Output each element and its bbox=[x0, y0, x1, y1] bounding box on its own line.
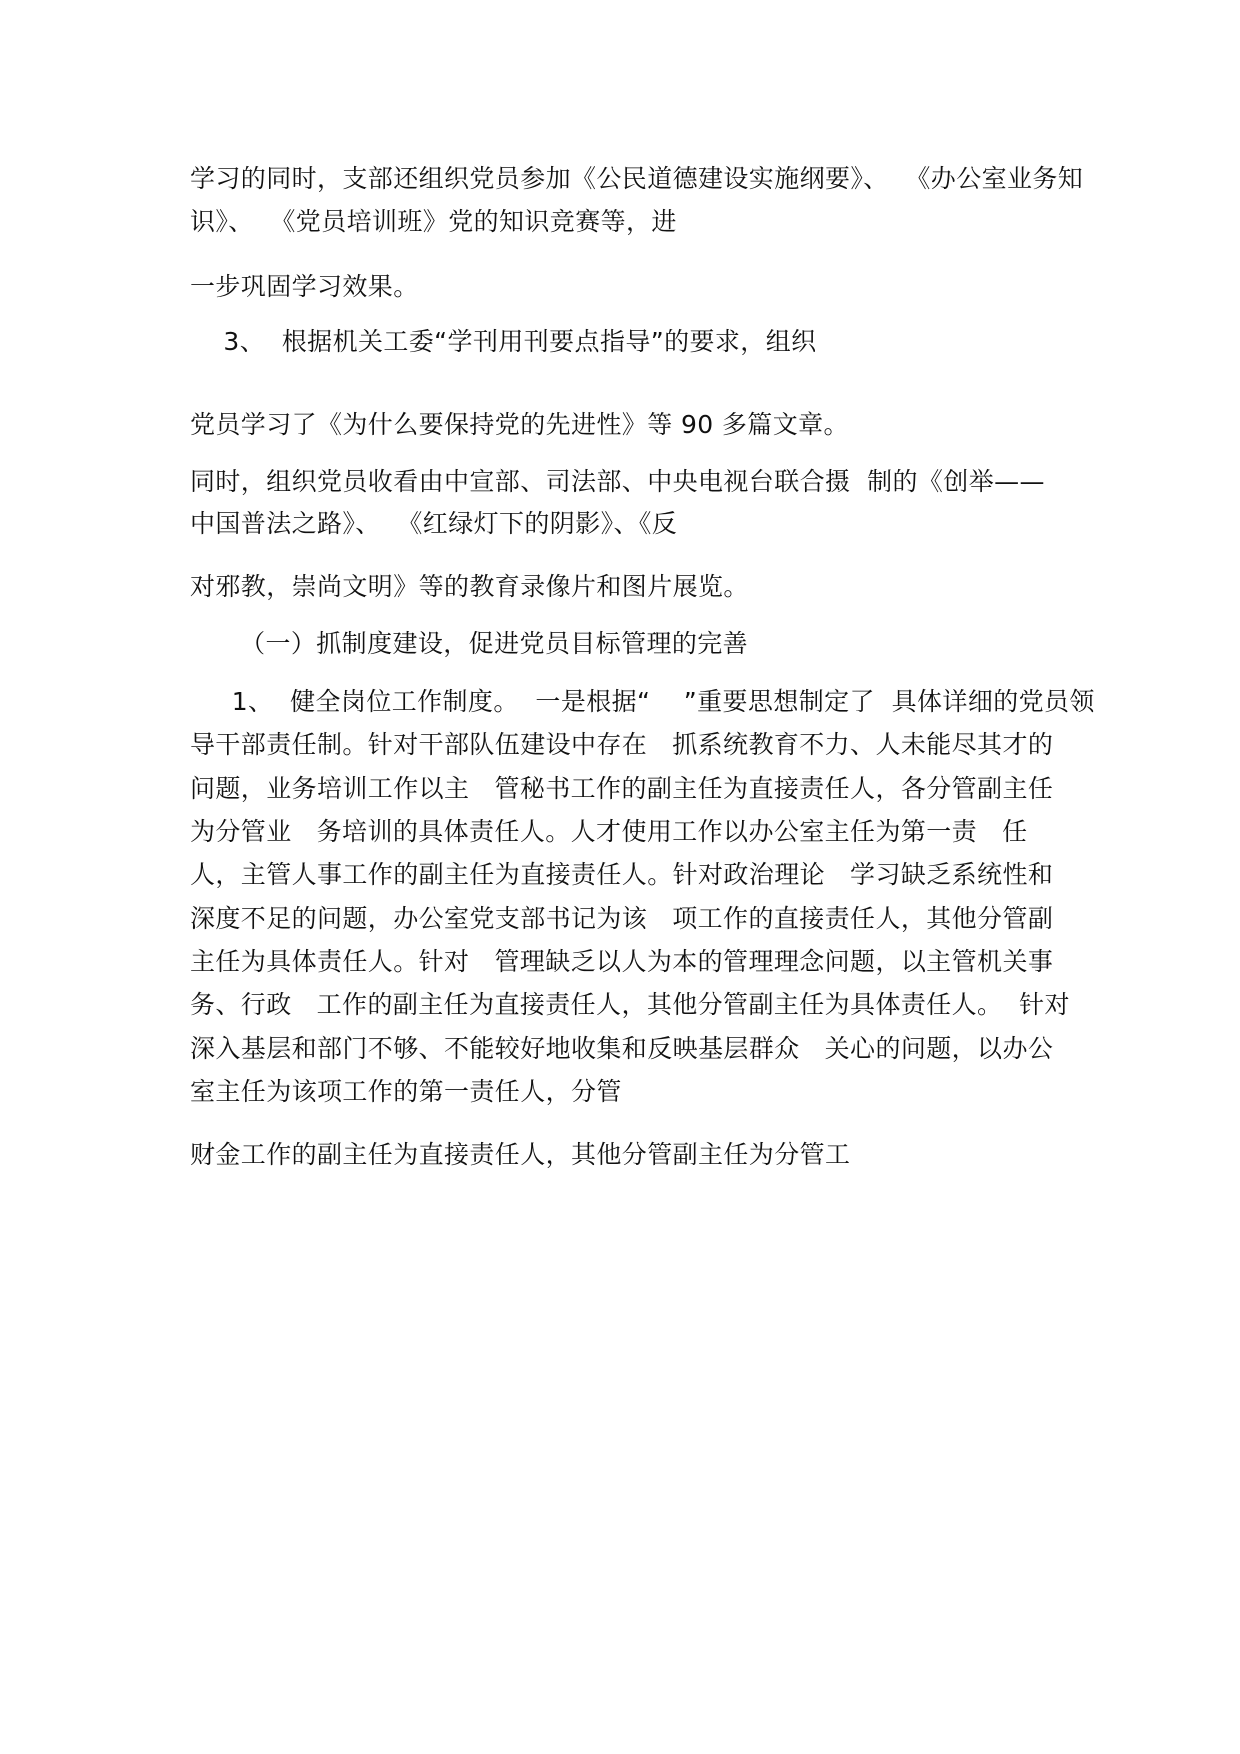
section-heading: （一）抓制度建设，促进党员目标管理的完善 bbox=[190, 629, 749, 658]
text-line: 学习的同时，支部还组织党员参加《公民道德建设实施纲要》、 《办公室业务知 bbox=[190, 164, 1084, 193]
text-line: 问题，业务培训工作以主 管秘书工作的副主任为直接责任人，各分管副主任 bbox=[190, 774, 1054, 803]
text-line: 为分管业 务培训的具体责任人。人才使用工作以办公室主任为第一责 任 bbox=[190, 817, 1028, 846]
text-line: 同时，组织党员收看由中宣部、司法部、中央电视台联合摄 制的《创举—— bbox=[190, 467, 1045, 496]
text-line: 主任为具体责任人。针对 管理缺乏以人为本的管理理念问题，以主管机关事 bbox=[190, 947, 1054, 976]
text-line: 深度不足的问题，办公室党支部书记为该 项工作的直接责任人，其他分管副 bbox=[190, 904, 1054, 933]
text-line: 深入基层和部门不够、不能较好地收集和反映基层群众 关心的问题，以办公 bbox=[190, 1034, 1054, 1063]
text-line: 3、 根据机关工委“学刊用刊要点指导”的要求，组织 bbox=[190, 327, 817, 356]
text-line: 导干部责任制。针对干部队伍建设中存在 抓系统教育不力、人未能尽其才的 bbox=[190, 730, 1054, 759]
text-line: 党员学习了《为什么要保持党的先进性》等 90 多篇文章。 bbox=[190, 410, 849, 439]
text-line: 财金工作的副主任为直接责任人，其他分管副主任为分管工 bbox=[190, 1140, 851, 1169]
text-line: 人，主管人事工作的副主任为直接责任人。针对政治理论 学习缺乏系统性和 bbox=[190, 860, 1054, 889]
text-line: 1、 健全岗位工作制度。 一是根据“ ”重要思想制定了 具体详细的党员领 bbox=[190, 687, 1095, 716]
text-line: 中国普法之路》、 《红绿灯下的阴影》、《反 bbox=[190, 509, 678, 538]
text-line: 一步巩固学习效果。 bbox=[190, 272, 419, 301]
text-line: 室主任为该项工作的第一责任人，分管 bbox=[190, 1077, 622, 1106]
text-line: 识》、 《党员培训班》党的知识竞赛等，进 bbox=[190, 207, 677, 236]
text-line: 对邪教，崇尚文明》等的教育录像片和图片展览。 bbox=[190, 572, 749, 601]
text-line: 务、行政 工作的副主任为直接责任人，其他分管副主任为具体责任人。 针对 bbox=[190, 990, 1070, 1019]
